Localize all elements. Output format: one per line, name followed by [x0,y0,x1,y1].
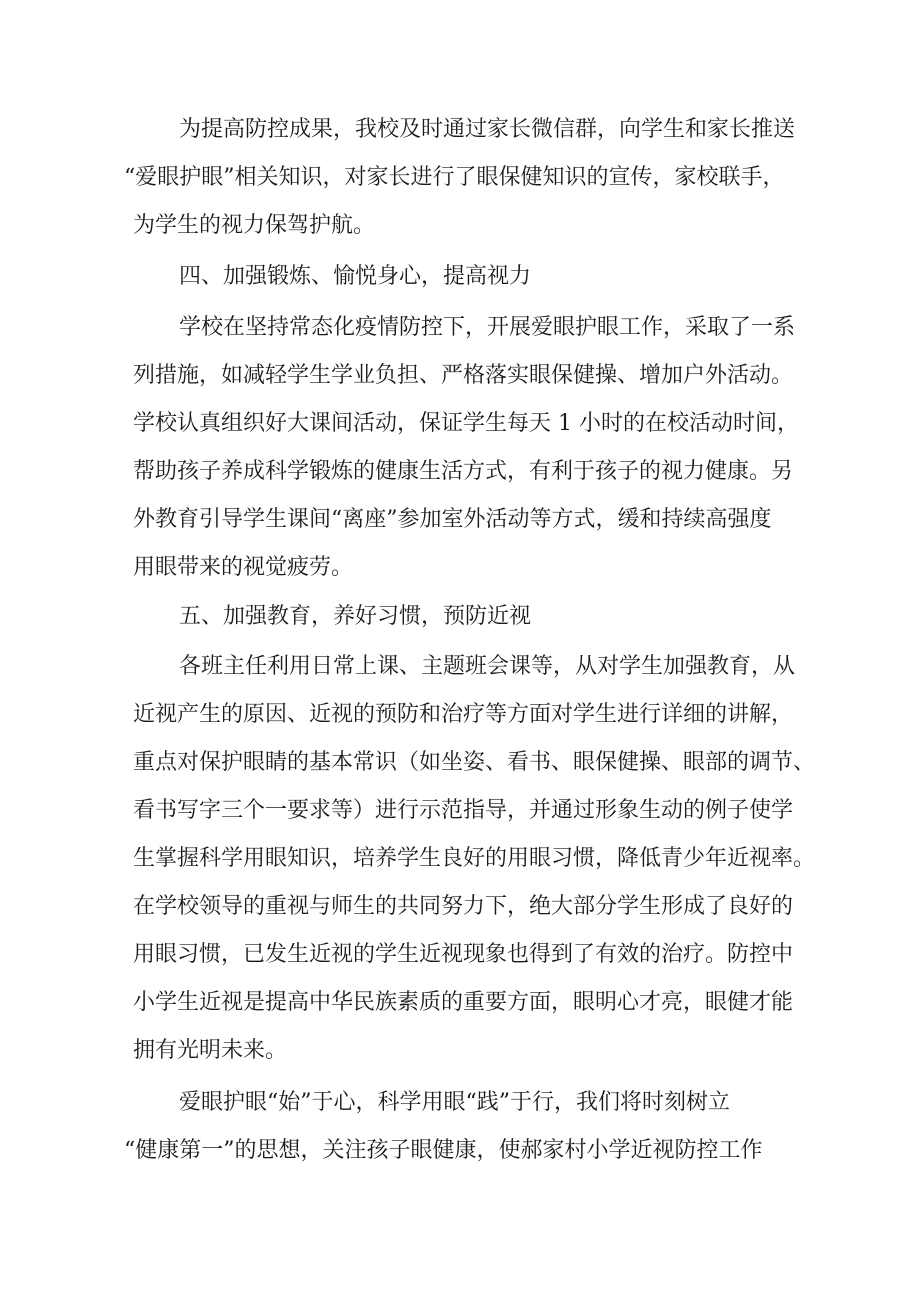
paragraph-line: “健康第一”的思想，关注孩子眼健康，使郝家村小学近视防控工作 [124,1138,763,1163]
paragraph-line: 为提高防控成果，我校及时通过家长微信群，向学生和家长推送 [179,117,796,142]
paragraph-line: 各班主任利用日常上课、主题班会课等，从对学生加强教育，从 [179,654,796,679]
paragraph-line: 在学校领导的重视与师生的共同努力下，绝大部分学生形成了良好的 [133,894,794,919]
paragraph-line: 生掌握科学用眼知识，培养学生良好的用眼习惯，降低青少年近视率。 [133,846,816,871]
paragraph-line: 列措施，如减轻学生学业负担、严格落实眼保健操、增加户外活动。 [133,363,794,388]
paragraph-line: 拥有光明未来。 [133,1038,288,1063]
paragraph-line: 帮助孩子养成科学锻炼的健康生活方式，有利于孩子的视力健康。另 [133,459,794,484]
paragraph-line: 小学生近视是提高中华民族素质的重要方面，眼明心才亮，眼健才能 [133,990,794,1015]
paragraph-line: 学校在坚持常态化疫情防控下，开展爱眼护眼工作，采取了一系 [179,315,796,340]
paragraph-line: 学校认真组织好大课间活动，保证学生每天 1 小时的在校活动时间， [133,411,799,436]
paragraph-line: 为学生的视力保驾护航。 [133,213,376,238]
paragraph-line: 看书写字三个一要求等）进行示范指导，并通过形象生动的例子使学 [133,798,794,823]
paragraph-line: 爱眼护眼“始”于心，科学用眼“践”于行，我们将时刻树立 [179,1090,730,1115]
paragraph-line: 重点对保护眼睛的基本常识（如坐姿、看书、眼保健操、眼部的调节、 [133,750,816,775]
paragraph-line: 用眼习惯，已发生近视的学生近视现象也得到了有效的治疗。防控中 [133,942,794,967]
paragraph-line: 用眼带来的视觉疲劳。 [133,555,354,580]
paragraph-line: 近视产生的原因、近视的预防和治疗等方面对学生进行详细的讲解， [133,702,794,727]
section-heading: 五、加强教育，养好习惯，预防近视 [179,604,532,629]
section-heading: 四、加强锻炼、愉悦身心，提高视力 [179,264,532,289]
paragraph-line: 外教育引导学生课间“离座”参加室外活动等方式，缓和持续高强度 [133,507,772,532]
paragraph-line: “爱眼护眼”相关知识，对家长进行了眼保健知识的宣传，家校联手， [124,165,785,190]
